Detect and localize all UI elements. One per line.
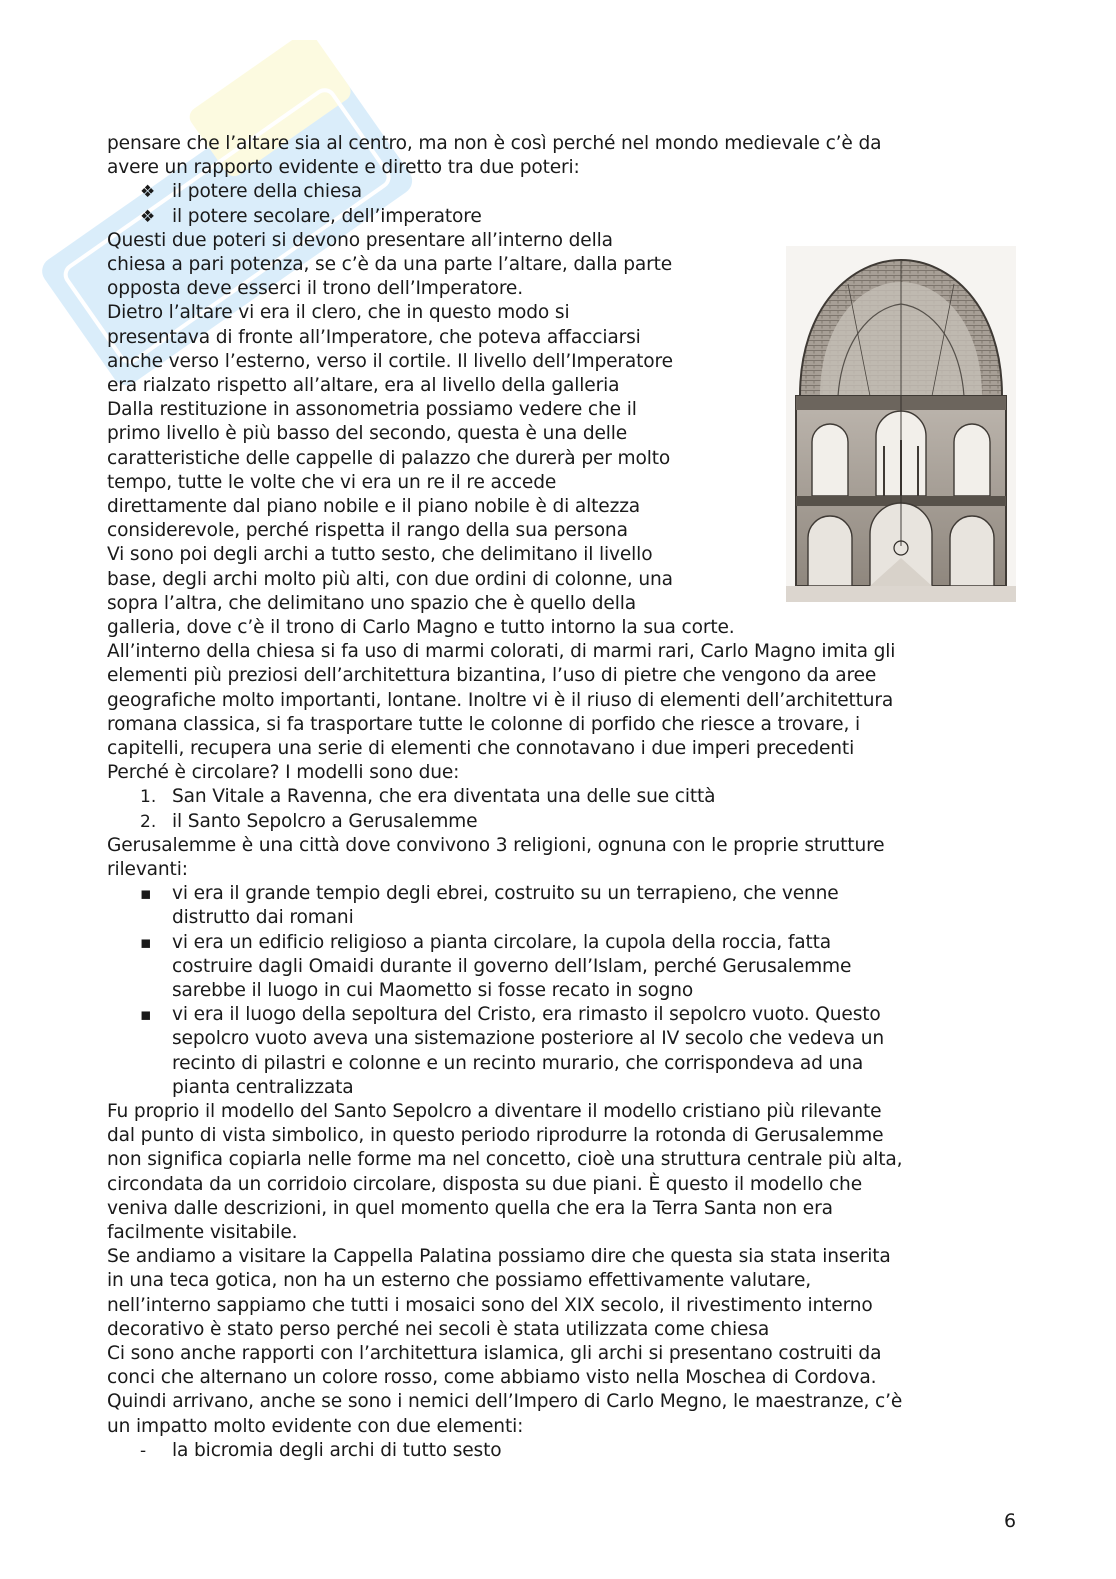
text-line: pianta centralizzata [172,1076,354,1098]
text-line: base, degli archi molto più alti, con due ordini di colonne, una [107,568,673,590]
list-item-text: San Vitale a Ravenna, che era diventata una delle sue città [172,786,716,808]
text-line: capitelli, recupera una serie di elementi che connotavano i due imperi precedenti [107,738,855,759]
list-item-text: il potere secolare, dell’imperatore [172,205,482,227]
text-line: Quindi arrivano, anche se sono i nemici dell’Impero di Carlo Megno, le maestranze, c’è [107,1391,903,1413]
text-line: sopra l’altra, che delimitano uno spazio che è quello della [107,592,636,614]
list-marker: - [140,1440,147,1461]
text-line: opposta deve esserci il trono dell’Imperatore. [107,278,523,300]
text-line: distrutto dai romani [172,907,354,929]
list-item-text: il Santo Sepolcro a Gerusalemme [172,810,478,832]
list-marker: ❖ [140,182,156,203]
text-line: circondata da un corridoio circolare, disposta su due piani. È questo il modello che [107,1173,862,1195]
text-line: caratteristiche delle cappelle di palazzo che durerà per molto [107,447,671,469]
text-line: costruire dagli Omaidi durante il governo dell’Islam, perché Gerusalemme [172,955,852,977]
text-line: considerevole, perché rispetta il rango della sua persona [107,520,628,542]
text-line: presentava di fronte all’Imperatore, che poteva affacciarsi [107,326,641,348]
text-line: dal punto di vista simbolico, in questo periodo riprodurre la rotonda di Gerusalemme [107,1125,884,1147]
text-line: avere un rapporto evidente e diretto tra due poteri: [107,157,580,179]
text-line: sarebbe il luogo in cui Maometto si fosse recato in sogno [172,980,694,1001]
text-line: direttamente dal piano nobile e il piano nobile è di altezza [107,496,641,517]
text-line: un impatto molto evidente con due elementi: [107,1415,524,1437]
text-line: non significa copiarla nelle forme ma nel concetto, cioè una struttura centrale più alta, [107,1149,903,1171]
text-line: All’interno della chiesa si fa uso di marmi colorati, di marmi rari, Carlo Magno imita gli [107,641,896,663]
text-line: pensare che l’altare sia al centro, ma non è così perché nel mondo medievale c’è da [107,133,882,154]
text-line: geografiche molto importanti, lontane. Inoltre vi è il riuso di elementi dell’architettura [107,689,894,711]
text-line: Se andiamo a visitare la Cappella Palatina possiamo dire che questa sia stata inserita [107,1246,891,1268]
text-line: Perché è circolare? I modelli sono due: [107,762,460,784]
text-line: Questi due poteri si devono presentare all’interno della [107,229,613,251]
text-line: nell’interno sappiamo che tutti i mosaici sono del XIX secolo, il rivestimento interno [107,1294,873,1316]
text-line: Fu proprio il modello del Santo Sepolcro a diventare il modello cristiano più rilevante [107,1101,882,1122]
text-line: Vi sono poi degli archi a tutto sesto, che delimitano il livello [107,544,653,566]
text-line: romana classica, si fa trasportare tutte le colonne di porfido che riesce a trovare, i [107,713,861,735]
cappella-palatina-section-figure [786,246,1016,602]
text-line: in una teca gotica, non ha un esterno che possiamo effettivamente valutare, [107,1270,812,1292]
list-item-text: vi era il luogo della sepoltura del Cristo, era rimasto il sepolcro vuoto. Questo [172,1004,881,1026]
text-line: facilmente visitabile. [107,1222,298,1243]
text-line: sepolcro vuoto aveva una sistemazione posteriore al IV secolo che vedeva un [172,1028,884,1050]
list-item-text: il potere della chiesa [172,181,363,203]
list-item-text: la bicromia degli archi di tutto sesto [172,1439,502,1461]
text-line: conci che alternano un colore rosso, come abbiamo visto nella Moschea di Cordova. [107,1367,877,1389]
text-line: decorativo è stato perso perché nei secoli è stata utilizzata come chiesa [107,1318,770,1340]
text-line: elementi più preziosi dell’architettura bizantina, l’uso di pietre che vengono da aree [107,665,877,687]
text-line: Dalla restituzione in assonometria possiamo vedere che il [107,399,637,421]
text-line: anche verso l’esterno, verso il cortile. Il livello dell’Imperatore [107,350,673,372]
list-marker: ▪ [140,932,152,953]
text-line: recinto di pilastri e colonne e un recinto murario, che corrispondeva ad una [172,1052,864,1074]
text-line: Dietro l’altare vi era il clero, che in questo modo si [107,302,570,324]
list-marker: ▪ [140,884,152,905]
list-marker: 2. [140,811,157,832]
list-marker: ▪ [140,1005,152,1026]
list-item-text: vi era un edificio religioso a pianta circolare, la cupola della roccia, fatta [172,931,832,953]
text-line: tempo, tutte le volte che vi era un re il re accede [107,471,557,493]
list-marker: 1. [140,787,157,808]
list-marker: ❖ [140,206,156,227]
text-line: chiesa a pari potenza, se c’è da una parte l’altare, dalla parte [107,254,673,275]
text-line: Ci sono anche rapporti con l’architettura islamica, gli archi si presentano costruiti da [107,1343,882,1364]
text-line: Gerusalemme è una città dove convivono 3 religioni, ognuna con le proprie strutture [107,834,885,856]
text-line: primo livello è più basso del secondo, questa è una delle [107,423,628,445]
text-line: era rialzato rispetto all’altare, era al livello della galleria [107,375,620,396]
text-line: veniva dalle descrizioni, in quel momento quella che era la Terra Santa non era [107,1197,833,1219]
text-line: rilevanti: [107,859,188,880]
text-line: galleria, dove c’è il trono di Carlo Magno e tutto intorno la sua corte. [107,617,735,638]
page-number: 6 [1004,1510,1017,1532]
list-item-text: vi era il grande tempio degli ebrei, costruito su un terrapieno, che venne [172,883,839,905]
